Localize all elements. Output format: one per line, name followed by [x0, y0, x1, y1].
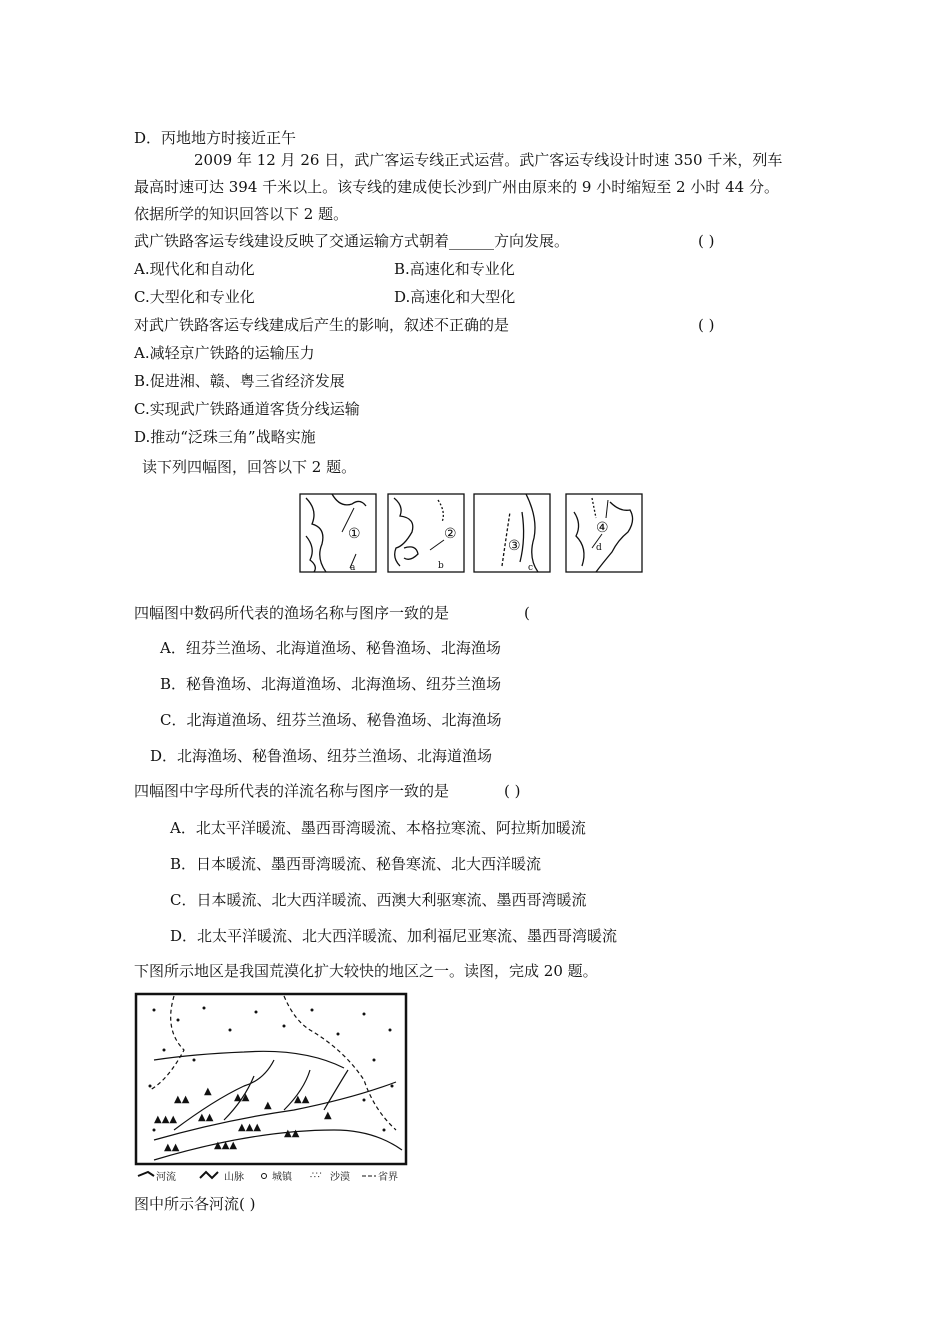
- question-2-option-c: C.实现武广铁路通道客货分线运输: [134, 400, 360, 418]
- question-3-stem: 四幅图中数码所代表的渔场名称与图序一致的是: [134, 604, 450, 622]
- svg-text:▲▲: ▲▲: [234, 1092, 250, 1103]
- legend-mountain: 山脉: [224, 1172, 244, 1183]
- passage-line-1: 2009 年 12 月 26 日，武广客运专线正式运营。武广客运专线设计时速 350 千米，列车: [194, 151, 783, 169]
- desertification-map: [134, 990, 410, 1186]
- svg-text:▲▲▲: ▲▲▲: [154, 1114, 178, 1125]
- fishing-grounds-figure: [296, 488, 646, 576]
- question-3-option-c: C．北海道渔场、纽芬兰渔场、秘鲁渔场、北海渔场: [160, 711, 502, 729]
- question-4-option-d: D．北太平洋暖流、北大西洋暖流、加利福尼亚寒流、墨西哥湾暖流: [170, 927, 618, 945]
- passage-line-3: 依据所学的知识回答以下 2 题。: [134, 205, 349, 223]
- question-4-option-b: B．日本暖流、墨西哥湾暖流、秘鲁寒流、北大西洋暖流: [170, 855, 542, 873]
- question-2-option-a: A.减轻京广铁路的运输压力: [134, 344, 315, 362]
- svg-text:▲▲: ▲▲: [198, 1112, 214, 1123]
- passage-line-2: 最高时速可达 394 千米以上。该专线的建成使长沙到广州由原来的 9 小时缩短至 2 小时 44 分。: [134, 178, 779, 196]
- question-2-option-d: D.推动“泛珠三角”战略实施: [134, 428, 316, 446]
- map-panel-3: [474, 494, 550, 572]
- svg-text:▲▲▲: ▲▲▲: [214, 1140, 238, 1151]
- question-2-answer-paren: ( ): [698, 316, 715, 334]
- section-intro-desertification: 下图所示地区是我国荒漠化扩大较快的地区之一。读图，完成 20 题。: [134, 962, 598, 980]
- map-number-4: ④: [596, 520, 609, 536]
- map-number-1: ①: [348, 526, 361, 542]
- svg-text:▲: ▲: [204, 1086, 212, 1097]
- section-intro-fishing: 读下列四幅图，回答以下 2 题。: [142, 458, 357, 476]
- map-number-2: ②: [444, 526, 457, 542]
- prev-question-option-d: D．丙地地方时接近正午: [134, 129, 297, 147]
- question-2-option-b: B.促进湘、赣、粤三省经济发展: [134, 372, 345, 390]
- question-4-option-c: C．日本暖流、北大西洋暖流、西澳大利驱寒流、墨西哥湾暖流: [170, 891, 587, 909]
- svg-text:▲▲: ▲▲: [294, 1094, 310, 1105]
- legend-desert: 沙漠: [330, 1172, 350, 1183]
- svg-text:▲▲: ▲▲: [284, 1128, 300, 1139]
- legend-province-border: 省界: [378, 1172, 398, 1183]
- question-4-stem: 四幅图中字母所代表的洋流名称与图序一致的是: [134, 782, 450, 800]
- svg-text:∴∵: ∴∵: [310, 1171, 322, 1181]
- question-2-stem: 对武广铁路客运专线建成后产生的影响，叙述不正确的是: [134, 316, 510, 334]
- question-3-answer-paren: (: [524, 604, 530, 622]
- question-1-option-a: A.现代化和自动化: [134, 260, 255, 278]
- map-number-3: ③: [508, 538, 521, 554]
- question-5-stem: 图中所示各河流( ): [134, 1195, 256, 1213]
- question-4-option-a: A．北太平洋暖流、墨西哥湾暖流、本格拉寒流、阿拉斯加暖流: [170, 819, 586, 837]
- svg-text:▲▲: ▲▲: [174, 1094, 190, 1105]
- current-label-c: c: [528, 563, 534, 573]
- current-label-d: d: [596, 543, 602, 553]
- question-3-option-d: D．北海渔场、秘鲁渔场、纽芬兰渔场、北海道渔场: [150, 747, 493, 765]
- question-4-answer-paren: ( ): [504, 782, 521, 800]
- map-frame: [136, 994, 406, 1164]
- question-1-option-c: C.大型化和专业化: [134, 288, 255, 306]
- question-3-option-a: A．纽芬兰渔场、北海道渔场、秘鲁渔场、北海渔场: [160, 639, 501, 657]
- svg-text:▲▲▲: ▲▲▲: [238, 1122, 262, 1133]
- desert-dots: [149, 1007, 394, 1132]
- svg-text:▲: ▲: [264, 1100, 272, 1111]
- current-label-b: b: [438, 561, 444, 571]
- question-3-option-b: B．秘鲁渔场、北海道渔场、北海渔场、纽芬兰渔场: [160, 675, 502, 693]
- question-1-answer-paren: ( ): [698, 232, 715, 250]
- svg-text:▲▲: ▲▲: [164, 1142, 180, 1153]
- svg-text:▲: ▲: [324, 1110, 332, 1121]
- question-1-option-d: D.高速化和大型化: [394, 288, 516, 306]
- question-1-stem: 武广铁路客运专线建设反映了交通运输方式朝着______方向发展。: [134, 232, 570, 250]
- legend-town: 城镇: [272, 1172, 292, 1183]
- legend-river: 河流: [156, 1172, 176, 1183]
- current-label-a: a: [350, 563, 356, 573]
- question-1-option-b: B.高速化和专业化: [394, 260, 515, 278]
